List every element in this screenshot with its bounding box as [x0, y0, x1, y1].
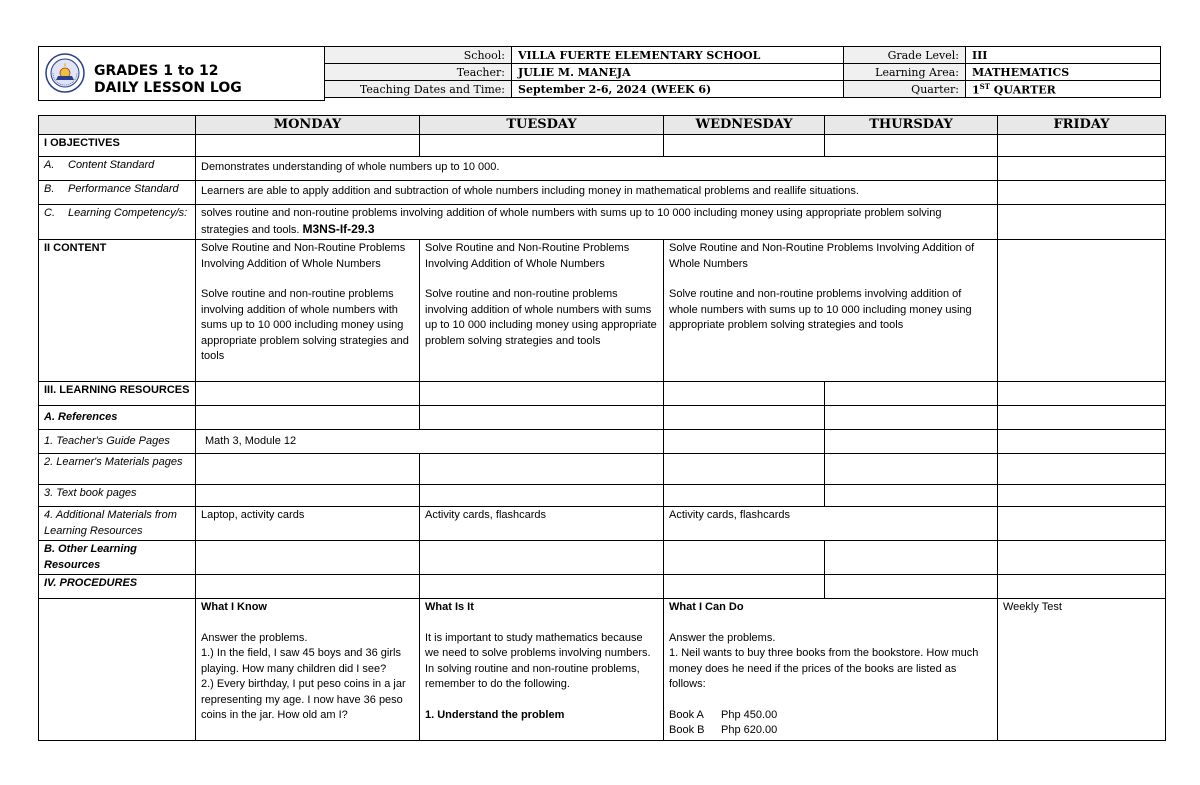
day-wednesday: WEDNESDAY	[664, 116, 825, 135]
other-resources-label: B. Other Learning Resources	[39, 541, 196, 575]
references-row	[39, 406, 1166, 430]
learning-area-value: MATHEMATICS	[966, 64, 1161, 81]
learning-area-label: Learning Area:	[844, 64, 966, 81]
learners-materials-label: 2. Learner's Materials pages	[39, 454, 196, 485]
content-standard-text: Demonstrates understanding of whole numbers up to 10 000.	[196, 157, 998, 181]
content-monday: Solve Routine and Non-Routine Problems Involving Addition of Whole Numbers Solve routine and non-routine problems involving addition of whole numbers with sums up to 10 000 including money using appropriate problem solving strategies and tools	[196, 240, 420, 382]
teachers-guide-row	[39, 430, 1166, 454]
objectives-heading-row	[39, 135, 1166, 157]
book-b-line: Book B Php 620.00	[669, 724, 778, 736]
content-tuesday: Solve Routine and Non-Routine Problems Involving Addition of Whole Numbers Solve routine and non-routine problems involving addition of whole numbers with sums up to 10 000 including money using appropriate problem solving strategies and tools	[420, 240, 664, 382]
header	[38, 46, 1165, 101]
performance-standard-label: B. Performance Standard	[39, 181, 196, 205]
what-is-it-title: What Is It	[425, 601, 474, 613]
day-header-row	[39, 116, 1166, 135]
learners-materials-row	[39, 454, 1166, 485]
what-i-can-do-title: What I Can Do	[669, 601, 744, 613]
performance-standard-text: Learners are able to apply addition and subtraction of whole numbers including money in mathematical problems and reallife situations.	[196, 181, 998, 205]
textbook-row	[39, 485, 1166, 507]
content-wednesday: Solve Routine and Non-Routine Problems Involving Addition of Whole Numbers Solve routine and non-routine problems involving addition of whole numbers with sums up to 10 000 including money using appropriate problem solving strategies and tools	[664, 240, 998, 382]
procedures-wednesday: What I Can Do Answer the problems. 1. Neil wants to buy three books from the bookstore. How much money does he need if the prices of the books are listed as follows: Book A Php 450.00 Book B Php 620.00	[664, 599, 998, 741]
grade-level-value: III	[966, 47, 1161, 64]
resources-heading: III. LEARNING RESOURCES	[39, 382, 196, 406]
header-info-table	[324, 46, 1161, 98]
title-line-2: DAILY LESSON LOG	[94, 80, 242, 96]
learning-competency-row	[39, 205, 1166, 240]
page-title	[94, 63, 242, 97]
school-label: School:	[325, 47, 512, 64]
quarter-suffix: ST	[979, 81, 990, 91]
book-a-line: Book A Php 450.00	[669, 708, 778, 721]
procedures-tuesday: What Is It It is important to study mathematics because we need to solve problems involving numbers. In solving routine and non-routine problems, remember to do the following. 1. Understand the problem	[420, 599, 664, 741]
day-thursday: THURSDAY	[825, 116, 998, 135]
quarter-word: QUARTER	[989, 83, 1056, 97]
deped-seal-icon	[45, 53, 85, 93]
content-row	[39, 240, 1166, 382]
other-resources-row	[39, 541, 1166, 575]
learning-competency-label: C. Learning Competency/s:	[39, 205, 196, 240]
day-monday: MONDAY	[196, 116, 420, 135]
objectives-heading: I OBJECTIVES	[39, 135, 196, 157]
additional-materials-tuesday: Activity cards, flashcards	[420, 507, 664, 541]
competency-code: M3NS-If-29.3	[302, 221, 375, 236]
procedures-heading-row	[39, 575, 1166, 599]
procedures-row	[39, 599, 1166, 741]
additional-materials-monday: Laptop, activity cards	[196, 507, 420, 541]
teacher-label: Teacher:	[325, 64, 512, 81]
teachers-guide-label: 1. Teacher's Guide Pages	[39, 430, 196, 454]
day-friday: FRIDAY	[998, 116, 1166, 135]
content-heading: II CONTENT	[39, 240, 196, 382]
teachers-guide-monday: Math 3, Module 12	[196, 430, 664, 454]
procedures-heading: IV. PROCEDURES	[39, 575, 196, 599]
quarter-number: 1	[972, 83, 980, 97]
procedures-friday: Weekly Test	[998, 599, 1166, 741]
teacher-value: JULIE M. MANEJA	[512, 64, 844, 81]
header-title-box	[38, 46, 325, 101]
grade-level-label: Grade Level:	[844, 47, 966, 64]
additional-materials-row	[39, 507, 1166, 541]
additional-materials-wednesday: Activity cards, flashcards	[664, 507, 998, 541]
what-i-know-title: What I Know	[201, 601, 267, 613]
dates-value: September 2-6, 2024 (WEEK 6)	[512, 81, 844, 98]
content-standard-row	[39, 157, 1166, 181]
corner-cell	[39, 116, 196, 135]
content-standard-label: A. Content Standard	[39, 157, 196, 181]
day-tuesday: TUESDAY	[420, 116, 664, 135]
quarter-label: Quarter:	[844, 81, 966, 98]
performance-standard-row	[39, 181, 1166, 205]
title-line-1: GRADES 1 to 12	[94, 63, 219, 79]
learning-competency-text: solves routine and non-routine problems involving addition of whole numbers with sums up to 10 000 including money using appropriate problem solving strategies and tools. M3NS-If-29.3	[196, 205, 998, 240]
procedures-monday: What I Know Answer the problems. 1.) In the field, I saw 45 boys and 36 girls playing. How many children did I see? 2.) Every birthday, I put peso coins in a jar representing my age. I now have 36 peso coins in the jar. How old am I?	[196, 599, 420, 741]
references-label: A. References	[39, 406, 196, 430]
textbook-label: 3. Text book pages	[39, 485, 196, 507]
additional-materials-label: 4. Additional Materials from Learning Resources	[39, 507, 196, 541]
quarter-value	[966, 81, 1161, 98]
dates-label: Teaching Dates and Time:	[325, 81, 512, 98]
lesson-log-table	[38, 115, 1166, 741]
school-value: VILLA FUERTE ELEMENTARY SCHOOL	[512, 47, 844, 64]
resources-heading-row	[39, 382, 1166, 406]
